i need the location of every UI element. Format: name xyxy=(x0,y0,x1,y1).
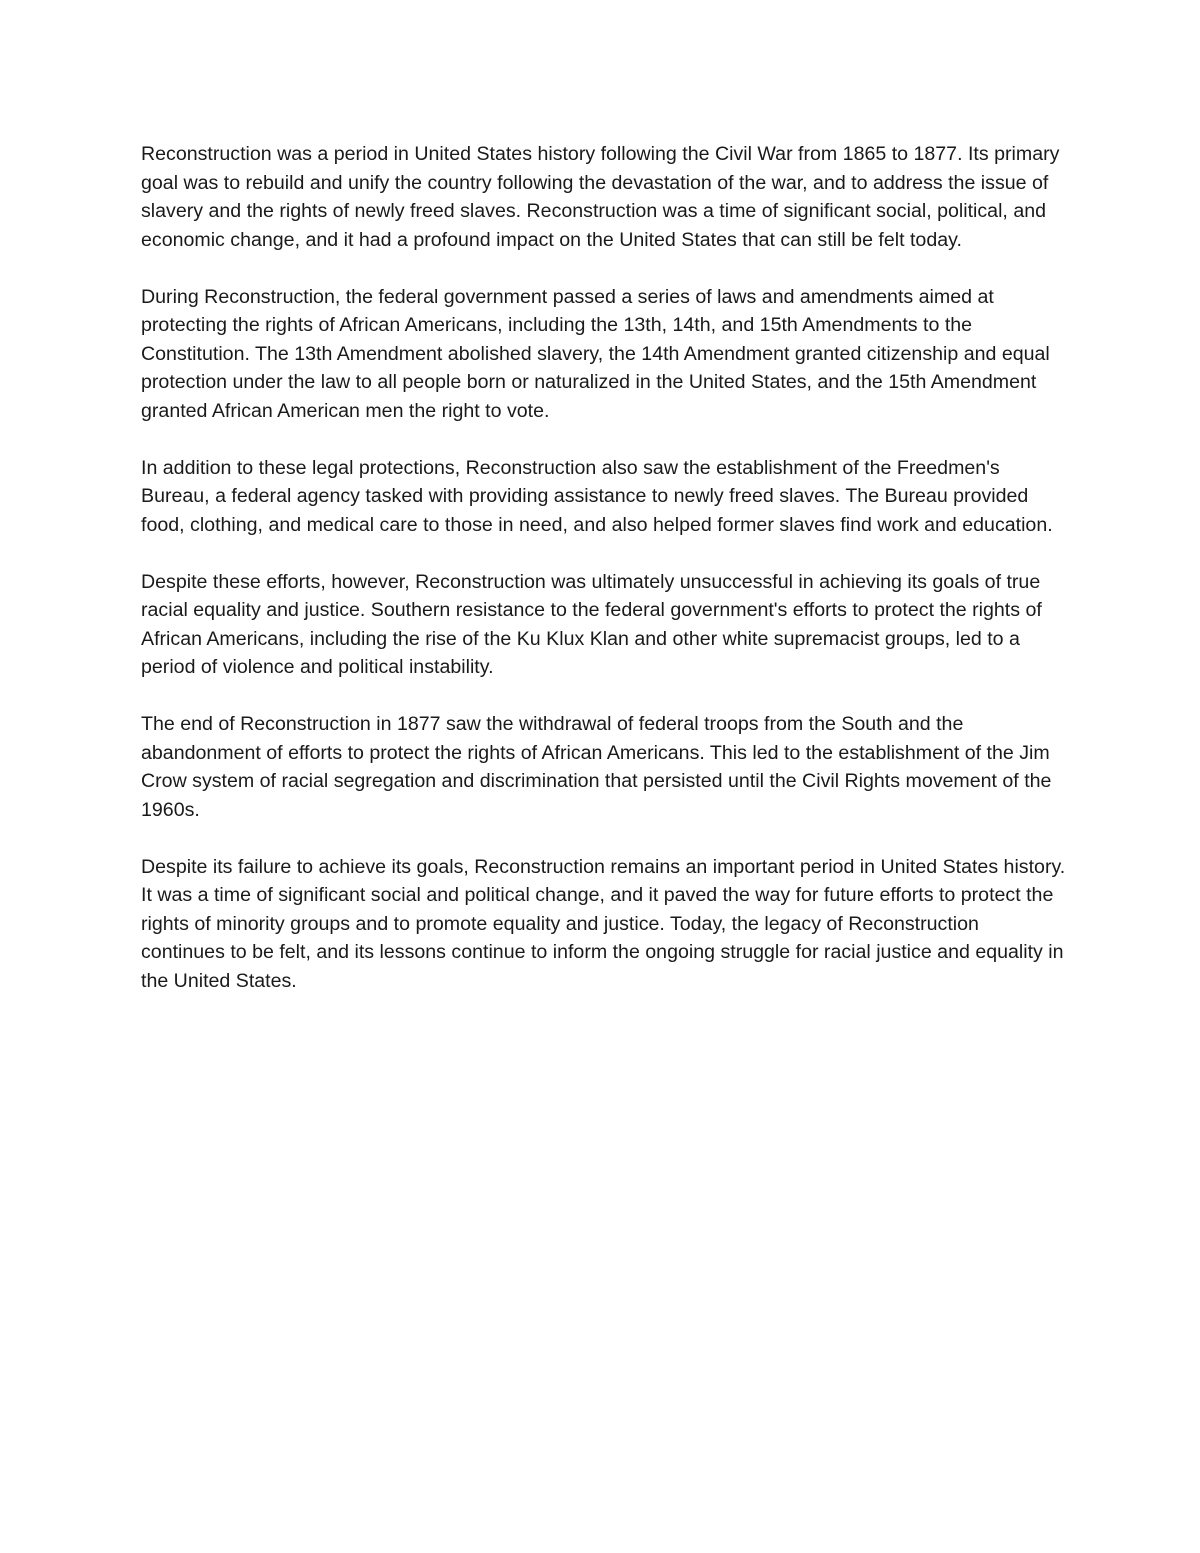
paragraph-1: Reconstruction was a period in United States history following the Civil War from 1865 to 1877. Its primary goal was to rebuild and unify the country following the devastation of the war, and to address the issue of slavery and the rights of newly freed slaves. Reconstruction was a time of significant social, political, and economic change, and it had a profound impact on the United States that can still be felt today. xyxy=(141,143,1060,251)
paragraph-4: Despite these efforts, however, Reconstruction was ultimately unsuccessful in achieving its goals of true racial equality and justice. Southern resistance to the federal government's efforts to protect the rights of African Americans, including the rise of the Ku Klux Klan and other white supremacist groups, led to a period of violence and political instability. xyxy=(141,570,1042,678)
paragraph-2: During Reconstruction, the federal government passed a series of laws and amendments aimed at protecting the rights of African Americans, including the 13th, 14th, and 15th Amendments to the Constitution. The 13th Amendment abolished slavery, the 14th Amendment granted citizenship and equal protection under the law to all people born or naturalized in the United States, and the 15th Amendment granted African American men the right to vote. xyxy=(141,285,1050,422)
paragraph-6: Despite its failure to achieve its goals, Reconstruction remains an important period in United States history. It was a time of significant social and political change, and it paved the way for future efforts to protect the rights of minority groups and to promote equality and justice. Today, the legacy of Reconstruction continues to be felt, and its lessons continue to inform the ongoing struggle for racial justice and equality in the United States. xyxy=(141,855,1066,992)
paragraph-3: In addition to these legal protections, Reconstruction also saw the establishment of the Freedmen's Bureau, a federal agency tasked with providing assistance to newly freed slaves. The Bureau provided food, clothing, and medical care to those in need, and also helped former slaves find work and education. xyxy=(141,456,1053,536)
paragraph-5: The end of Reconstruction in 1877 saw the withdrawal of federal troops from the South and the abandonment of efforts to protect the rights of African Americans. This led to the establishment of the Jim Crow system of racial segregation and discrimination that persisted until the Civil Rights movement of the 1960s. xyxy=(141,713,1052,821)
document-body xyxy=(141,140,1066,1024)
